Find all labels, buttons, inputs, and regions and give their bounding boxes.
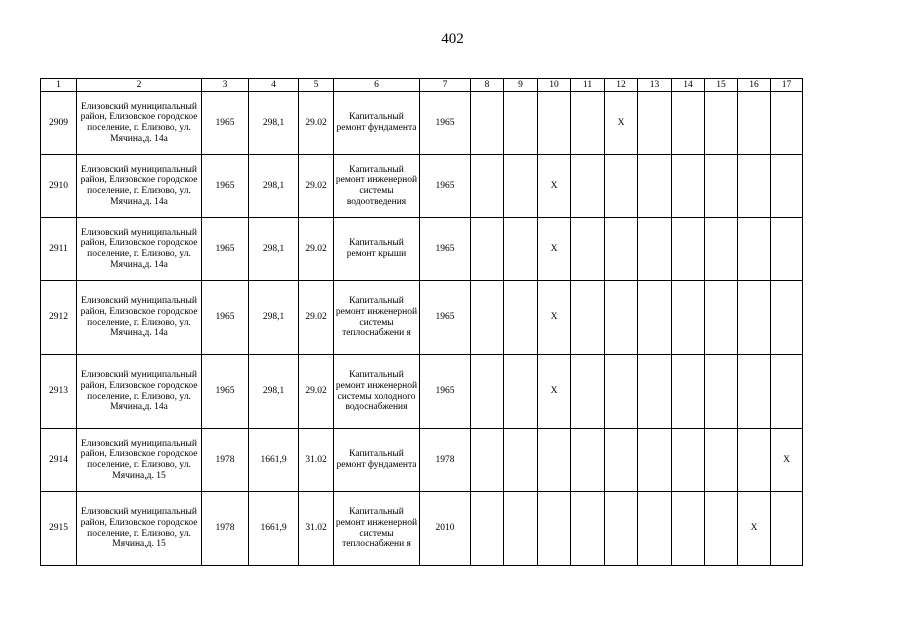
- period-cell: [571, 92, 605, 155]
- year-built-cell: 1965: [202, 155, 249, 218]
- code-cell: 29.02: [299, 155, 334, 218]
- code-cell: 29.02: [299, 92, 334, 155]
- period-cell: [504, 355, 538, 429]
- year-built-cell: 1965: [202, 92, 249, 155]
- period-cell: [571, 281, 605, 355]
- area-cell: 298,1: [249, 92, 299, 155]
- page-number: 402: [441, 31, 464, 47]
- row-number: 2912: [41, 281, 77, 355]
- period-cell: [571, 355, 605, 429]
- period-cell: [504, 155, 538, 218]
- period-cell: [605, 492, 638, 566]
- code-cell: 29.02: [299, 355, 334, 429]
- period-cell: [471, 92, 504, 155]
- period-cell: [571, 429, 605, 492]
- year-cell: 1965: [420, 281, 471, 355]
- period-cell: [672, 429, 705, 492]
- period-cell: [471, 355, 504, 429]
- year-cell: 1965: [420, 218, 471, 281]
- period-cell: [638, 155, 672, 218]
- work-type-cell: Капитальный ремонт инженерной системы водоотведения: [334, 155, 420, 218]
- area-cell: 298,1: [249, 281, 299, 355]
- address-cell: Елизовский муниципальный район, Елизовское городское поселение, г. Елизово, ул. Мячина,д. 14а: [77, 155, 202, 218]
- capital-repair-table: [40, 78, 803, 566]
- work-type-cell: Капитальный ремонт фундамента: [334, 429, 420, 492]
- period-cell: [672, 92, 705, 155]
- column-header: 4: [249, 79, 299, 92]
- period-cell: [705, 355, 738, 429]
- column-header: 11: [571, 79, 605, 92]
- period-cell: [605, 218, 638, 281]
- area-cell: 298,1: [249, 155, 299, 218]
- year-built-cell: 1965: [202, 281, 249, 355]
- table-row: [41, 155, 803, 218]
- period-cell: [504, 218, 538, 281]
- area-cell: 298,1: [249, 355, 299, 429]
- work-type-cell: Капитальный ремонт инженерной системы теплоснабжени я: [334, 492, 420, 566]
- year-cell: 2010: [420, 492, 471, 566]
- column-header: 12: [605, 79, 638, 92]
- column-header: 10: [538, 79, 571, 92]
- column-header: 1: [41, 79, 77, 92]
- column-header: 17: [771, 79, 803, 92]
- period-cell: [471, 492, 504, 566]
- period-cell: [605, 429, 638, 492]
- work-type-cell: Капитальный ремонт крыши: [334, 218, 420, 281]
- period-cell: [705, 429, 738, 492]
- area-cell: 298,1: [249, 218, 299, 281]
- year-cell: 1978: [420, 429, 471, 492]
- address-cell: Елизовский муниципальный район, Елизовское городское поселение, г. Елизово, ул. Мячина,д. 15: [77, 492, 202, 566]
- period-cell: [638, 92, 672, 155]
- work-type-cell: Капитальный ремонт инженерной системы теплоснабжени я: [334, 281, 420, 355]
- period-cell: [638, 429, 672, 492]
- period-cell: [672, 355, 705, 429]
- column-header: 15: [705, 79, 738, 92]
- period-cell: Х: [605, 92, 638, 155]
- period-cell: [605, 355, 638, 429]
- column-header: 2: [77, 79, 202, 92]
- code-cell: 29.02: [299, 218, 334, 281]
- column-header: 13: [638, 79, 672, 92]
- period-cell: [738, 355, 771, 429]
- row-number: 2915: [41, 492, 77, 566]
- row-number: 2909: [41, 92, 77, 155]
- period-cell: [638, 355, 672, 429]
- work-type-cell: Капитальный ремонт инженерной системы холодного водоснабжения: [334, 355, 420, 429]
- column-header: 3: [202, 79, 249, 92]
- period-cell: [538, 492, 571, 566]
- address-cell: Елизовский муниципальный район, Елизовское городское поселение, г. Елизово, ул. Мячина,д. 14а: [77, 218, 202, 281]
- year-cell: 1965: [420, 92, 471, 155]
- column-header: 9: [504, 79, 538, 92]
- period-cell: [471, 429, 504, 492]
- year-built-cell: 1978: [202, 492, 249, 566]
- period-cell: [672, 492, 705, 566]
- period-cell: [571, 155, 605, 218]
- period-cell: [771, 92, 803, 155]
- period-cell: [771, 155, 803, 218]
- period-cell: Х: [771, 429, 803, 492]
- year-built-cell: 1965: [202, 355, 249, 429]
- period-cell: [504, 492, 538, 566]
- period-cell: [638, 492, 672, 566]
- period-cell: [471, 155, 504, 218]
- address-cell: Елизовский муниципальный район, Елизовское городское поселение, г. Елизово, ул. Мячина,д. 14а: [77, 281, 202, 355]
- period-cell: [771, 218, 803, 281]
- period-cell: [705, 92, 738, 155]
- address-cell: Елизовский муниципальный район, Елизовское городское поселение, г. Елизово, ул. Мячина,д. 14а: [77, 355, 202, 429]
- period-cell: [672, 218, 705, 281]
- column-header: 8: [471, 79, 504, 92]
- period-cell: [638, 218, 672, 281]
- code-cell: 29.02: [299, 281, 334, 355]
- row-number: 2910: [41, 155, 77, 218]
- period-cell: [538, 429, 571, 492]
- column-header: 5: [299, 79, 334, 92]
- table-row: [41, 429, 803, 492]
- period-cell: [771, 492, 803, 566]
- table-row: [41, 92, 803, 155]
- table-row: [41, 218, 803, 281]
- period-cell: [738, 218, 771, 281]
- address-cell: Елизовский муниципальный район, Елизовское городское поселение, г. Елизово, ул. Мячина,д. 15: [77, 429, 202, 492]
- period-cell: Х: [738, 492, 771, 566]
- table-row: [41, 281, 803, 355]
- table-row: [41, 492, 803, 566]
- period-cell: [738, 281, 771, 355]
- period-cell: [571, 218, 605, 281]
- period-cell: [504, 429, 538, 492]
- column-header: 14: [672, 79, 705, 92]
- area-cell: 1661,9: [249, 429, 299, 492]
- year-built-cell: 1978: [202, 429, 249, 492]
- code-cell: 31.02: [299, 429, 334, 492]
- period-cell: Х: [538, 218, 571, 281]
- period-cell: [672, 155, 705, 218]
- period-cell: [571, 492, 605, 566]
- period-cell: [705, 155, 738, 218]
- period-cell: Х: [538, 155, 571, 218]
- column-header: 6: [334, 79, 420, 92]
- column-header: 16: [738, 79, 771, 92]
- area-cell: 1661,9: [249, 492, 299, 566]
- work-type-cell: Капитальный ремонт фундамента: [334, 92, 420, 155]
- period-cell: [605, 281, 638, 355]
- code-cell: 31.02: [299, 492, 334, 566]
- period-cell: [705, 492, 738, 566]
- period-cell: [738, 155, 771, 218]
- period-cell: [504, 92, 538, 155]
- year-built-cell: 1965: [202, 218, 249, 281]
- period-cell: [471, 218, 504, 281]
- period-cell: [504, 281, 538, 355]
- period-cell: Х: [538, 281, 571, 355]
- row-number: 2911: [41, 218, 77, 281]
- table-row: [41, 355, 803, 429]
- period-cell: [738, 92, 771, 155]
- header-row: [41, 79, 803, 92]
- period-cell: [471, 281, 504, 355]
- period-cell: [705, 281, 738, 355]
- row-number: 2913: [41, 355, 77, 429]
- period-cell: [638, 281, 672, 355]
- period-cell: [771, 355, 803, 429]
- period-cell: [605, 155, 638, 218]
- address-cell: Елизовский муниципальный район, Елизовское городское поселение, г. Елизово, ул. Мячина,д. 14а: [77, 92, 202, 155]
- row-number: 2914: [41, 429, 77, 492]
- column-header: 7: [420, 79, 471, 92]
- period-cell: [672, 281, 705, 355]
- period-cell: Х: [538, 355, 571, 429]
- year-cell: 1965: [420, 155, 471, 218]
- period-cell: [538, 92, 571, 155]
- period-cell: [771, 281, 803, 355]
- year-cell: 1965: [420, 355, 471, 429]
- period-cell: [705, 218, 738, 281]
- period-cell: [738, 429, 771, 492]
